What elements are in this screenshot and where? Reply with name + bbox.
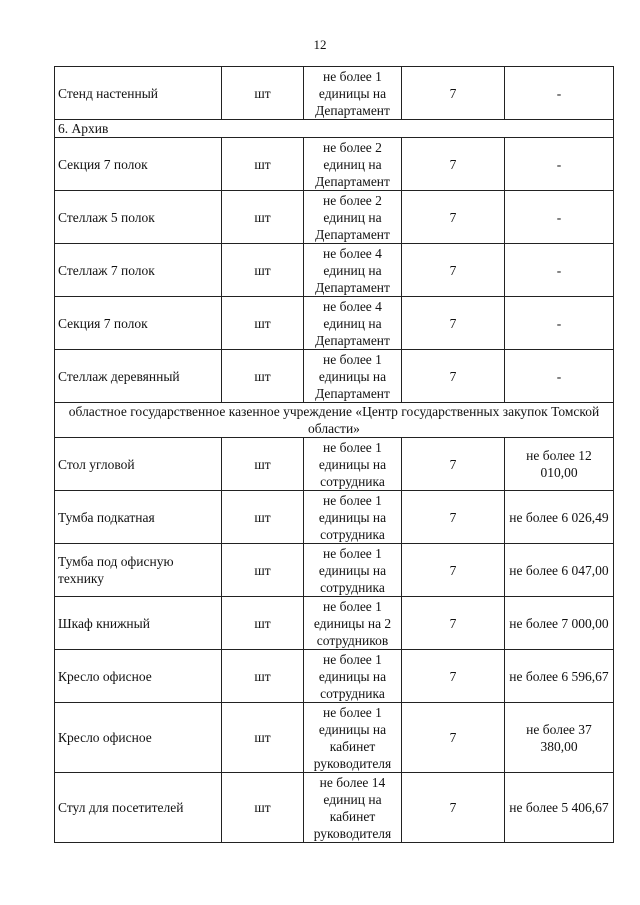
table-row	[55, 438, 614, 491]
item-price-limit: не более 7 000,00	[505, 597, 614, 650]
item-name: Стеллаж деревянный	[55, 350, 222, 403]
item-name: Стеллаж 7 полок	[55, 244, 222, 297]
item-unit: шт	[222, 138, 304, 191]
item-name: Тумба подкатная	[55, 491, 222, 544]
item-name: Тумба под офисную технику	[55, 544, 222, 597]
table-row	[55, 297, 614, 350]
item-price-limit: -	[505, 297, 614, 350]
item-quantity-norm: не более 4 единиц на Департамент	[304, 244, 402, 297]
item-quantity-norm: не более 1 единицы на Департамент	[304, 350, 402, 403]
item-price-limit: -	[505, 191, 614, 244]
item-service-years: 7	[402, 138, 505, 191]
item-quantity-norm: не более 1 единицы на сотрудника	[304, 491, 402, 544]
item-quantity-norm: не более 4 единиц на Департамент	[304, 297, 402, 350]
item-quantity-norm: не более 1 единицы на сотрудника	[304, 544, 402, 597]
item-price-limit: не более 5 406,67	[505, 773, 614, 843]
item-quantity-norm: не более 1 единицы на сотрудника	[304, 650, 402, 703]
item-name: Секция 7 полок	[55, 138, 222, 191]
item-price-limit: не более 6 596,67	[505, 650, 614, 703]
table-row	[55, 191, 614, 244]
item-quantity-norm: не более 2 единиц на Департамент	[304, 191, 402, 244]
item-price-limit: не более 12 010,00	[505, 438, 614, 491]
item-quantity-norm: не более 1 единицы на сотрудника	[304, 438, 402, 491]
table-row	[55, 138, 614, 191]
section-title: 6. Архив	[55, 120, 614, 138]
item-unit: шт	[222, 703, 304, 773]
item-service-years: 7	[402, 297, 505, 350]
item-price-limit: -	[505, 138, 614, 191]
item-unit: шт	[222, 438, 304, 491]
item-unit: шт	[222, 297, 304, 350]
item-name: Секция 7 полок	[55, 297, 222, 350]
table-row	[55, 491, 614, 544]
item-name: Стенд настенный	[55, 67, 222, 120]
item-service-years: 7	[402, 773, 505, 843]
item-quantity-norm: не более 14 единиц на кабинет руководителя	[304, 773, 402, 843]
item-service-years: 7	[402, 650, 505, 703]
item-unit: шт	[222, 191, 304, 244]
item-unit: шт	[222, 773, 304, 843]
table-row	[55, 597, 614, 650]
item-price-limit: не более 6 047,00	[505, 544, 614, 597]
item-unit: шт	[222, 67, 304, 120]
page-number: 12	[313, 37, 327, 52]
table-row	[55, 67, 614, 120]
item-unit: шт	[222, 491, 304, 544]
table-row	[55, 650, 614, 703]
item-quantity-norm: не более 1 единицы на кабинет руководителя	[304, 703, 402, 773]
item-price-limit: -	[505, 350, 614, 403]
organization-row	[55, 403, 614, 438]
table-row	[55, 544, 614, 597]
item-service-years: 7	[402, 438, 505, 491]
item-price-limit: -	[505, 67, 614, 120]
item-name: Кресло офисное	[55, 703, 222, 773]
item-unit: шт	[222, 597, 304, 650]
item-service-years: 7	[402, 244, 505, 297]
table-row	[55, 773, 614, 843]
table-row	[55, 350, 614, 403]
item-service-years: 7	[402, 191, 505, 244]
item-quantity-norm: не более 2 единиц на Департамент	[304, 138, 402, 191]
item-unit: шт	[222, 350, 304, 403]
item-unit: шт	[222, 544, 304, 597]
item-service-years: 7	[402, 491, 505, 544]
item-name: Шкаф книжный	[55, 597, 222, 650]
item-price-limit: не более 6 026,49	[505, 491, 614, 544]
item-unit: шт	[222, 650, 304, 703]
item-service-years: 7	[402, 67, 505, 120]
item-name: Стол угловой	[55, 438, 222, 491]
item-quantity-norm: не более 1 единицы на 2 сотрудников	[304, 597, 402, 650]
item-name: Стул для посетителей	[55, 773, 222, 843]
furniture-norms-table	[54, 66, 614, 843]
item-service-years: 7	[402, 544, 505, 597]
item-service-years: 7	[402, 350, 505, 403]
item-price-limit: -	[505, 244, 614, 297]
item-name: Стеллаж 5 полок	[55, 191, 222, 244]
organization-title: областное государственное казенное учреждение «Центр государственных закупок Томской области»	[55, 403, 614, 438]
item-quantity-norm: не более 1 единицы на Департамент	[304, 67, 402, 120]
item-service-years: 7	[402, 703, 505, 773]
item-name: Кресло офисное	[55, 650, 222, 703]
item-unit: шт	[222, 244, 304, 297]
table-row	[55, 703, 614, 773]
table-row	[55, 244, 614, 297]
item-service-years: 7	[402, 597, 505, 650]
item-price-limit: не более 37 380,00	[505, 703, 614, 773]
section-row	[55, 120, 614, 138]
